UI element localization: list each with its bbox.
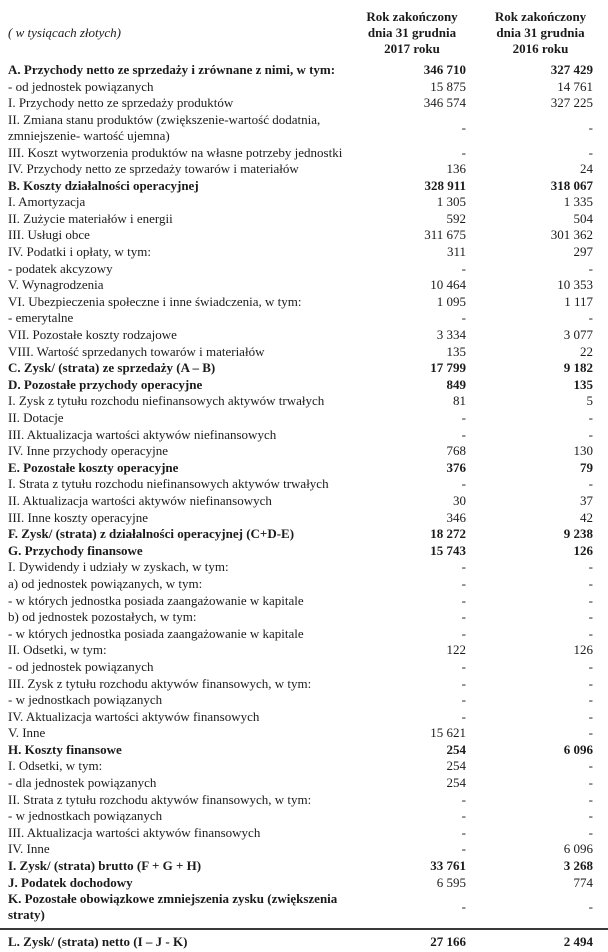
value-2017: 6 595 bbox=[436, 874, 466, 890]
row-label: - dla jednostek powiązanych bbox=[8, 775, 157, 791]
value-2017: 592 bbox=[446, 210, 466, 226]
value-2017: 311 675 bbox=[424, 227, 466, 243]
value-2016: - bbox=[588, 625, 593, 641]
table-row bbox=[0, 609, 608, 626]
table-row bbox=[0, 808, 608, 825]
row-label: II. Strata z tytułu rozchodu aktywów finansowych, w tym: bbox=[8, 791, 312, 807]
row-label: III. Koszt wytworzenia produktów na własne potrzeby jednostki bbox=[8, 144, 343, 160]
value-2016: - bbox=[588, 119, 593, 135]
value-2016: - bbox=[588, 758, 593, 774]
value-2017: 311 bbox=[446, 244, 466, 260]
value-2016: 318 067 bbox=[550, 177, 593, 193]
value-2017: 346 574 bbox=[423, 95, 466, 111]
table-row bbox=[0, 410, 608, 427]
value-2016: - bbox=[588, 144, 593, 160]
value-2016: - bbox=[588, 575, 593, 591]
table-row bbox=[0, 112, 608, 145]
value-2016: 2 494 bbox=[563, 934, 593, 950]
value-2016: 3 268 bbox=[563, 858, 593, 874]
value-2017: - bbox=[461, 410, 466, 426]
row-label: L. Zysk/ (strata) netto (I – J - K) bbox=[8, 934, 188, 950]
value-2016: - bbox=[588, 808, 593, 824]
row-label: H. Koszty finansowe bbox=[8, 741, 122, 757]
table-row bbox=[0, 875, 608, 892]
value-2017: - bbox=[461, 791, 466, 807]
column-header-2017-line1: Rok zakończony bbox=[366, 9, 458, 24]
table-row bbox=[0, 161, 608, 178]
value-2017: - bbox=[461, 575, 466, 591]
table-row bbox=[0, 692, 608, 709]
table-row bbox=[0, 211, 608, 228]
table-row bbox=[0, 675, 608, 692]
row-label: V. Wynagrodzenia bbox=[8, 277, 104, 293]
value-2017: 254 bbox=[446, 741, 466, 757]
table-row bbox=[0, 858, 608, 875]
row-label: IV. Aktualizacja wartości aktywów finansowych bbox=[8, 708, 260, 724]
row-label: - podatek akcyzowy bbox=[8, 260, 113, 276]
value-2017: 27 166 bbox=[430, 934, 466, 950]
value-2016: 1 335 bbox=[563, 194, 593, 210]
value-2016: - bbox=[588, 775, 593, 791]
row-label: II. Aktualizacja wartości aktywów niefinansowych bbox=[8, 492, 272, 508]
row-label: III. Inne koszty operacyjne bbox=[8, 509, 149, 525]
row-label: III. Usługi obce bbox=[8, 227, 90, 243]
value-2017: - bbox=[461, 119, 466, 135]
column-header-2017 bbox=[358, 9, 466, 57]
value-2017: 10 464 bbox=[430, 277, 466, 293]
value-2016: 297 bbox=[573, 244, 593, 260]
row-label: - emerytalne bbox=[8, 310, 74, 326]
row-label: I. Dywidendy i udziały w zyskach, w tym: bbox=[8, 559, 229, 575]
value-2016: - bbox=[588, 824, 593, 840]
table-row bbox=[0, 725, 608, 742]
table-row bbox=[0, 476, 608, 493]
value-2016: 126 bbox=[573, 542, 593, 558]
value-2016: - bbox=[588, 410, 593, 426]
table-row bbox=[0, 360, 608, 377]
table-row bbox=[0, 559, 608, 576]
value-2017: 136 bbox=[446, 161, 466, 177]
table-row bbox=[0, 178, 608, 195]
table-row bbox=[0, 509, 608, 526]
value-2017: 81 bbox=[453, 393, 466, 409]
row-label: D. Pozostałe przychody operacyjne bbox=[8, 376, 203, 392]
table-row bbox=[0, 825, 608, 842]
value-2017: - bbox=[461, 260, 466, 276]
table-row bbox=[0, 642, 608, 659]
row-label: VII. Pozostałe koszty rodzajowe bbox=[8, 327, 177, 343]
value-2017: - bbox=[461, 476, 466, 492]
value-2016: 301 362 bbox=[550, 227, 593, 243]
table-row bbox=[0, 310, 608, 327]
table-row bbox=[0, 95, 608, 112]
value-2016: 14 761 bbox=[557, 78, 593, 94]
row-label: II. Zużycie materiałów i energii bbox=[8, 210, 173, 226]
row-label: I. Odsetki, w tym: bbox=[8, 758, 103, 774]
value-2017: - bbox=[461, 609, 466, 625]
value-2017: 33 761 bbox=[430, 858, 466, 874]
value-2017: - bbox=[461, 592, 466, 608]
value-2016: - bbox=[588, 899, 593, 915]
value-2017: 346 bbox=[446, 509, 466, 525]
value-2016: - bbox=[588, 675, 593, 691]
value-2016: - bbox=[588, 725, 593, 741]
table-row bbox=[0, 543, 608, 560]
value-2016: - bbox=[588, 260, 593, 276]
value-2016: 504 bbox=[573, 210, 593, 226]
value-2017: 15 875 bbox=[430, 78, 466, 94]
table-row bbox=[0, 327, 608, 344]
value-2017: - bbox=[461, 658, 466, 674]
table-row bbox=[0, 709, 608, 726]
table-row bbox=[0, 426, 608, 443]
table-header bbox=[0, 9, 608, 62]
table-row bbox=[0, 775, 608, 792]
row-label: - od jednostek powiązanych bbox=[8, 658, 154, 674]
value-2017: 346 710 bbox=[423, 62, 466, 78]
row-label: - w których jednostka posiada zaangażowanie w kapitale bbox=[8, 592, 304, 608]
value-2017: 17 799 bbox=[430, 360, 466, 376]
value-2017: - bbox=[461, 899, 466, 915]
value-2017: 3 334 bbox=[436, 327, 466, 343]
value-2016: 126 bbox=[573, 642, 593, 658]
row-label: b) od jednostek pozostałych, w tym: bbox=[8, 609, 197, 625]
value-2016: 327 225 bbox=[550, 95, 593, 111]
table-row bbox=[0, 742, 608, 759]
row-label: IV. Podatki i opłaty, w tym: bbox=[8, 244, 151, 260]
row-label: II. Dotacje bbox=[8, 410, 64, 426]
row-label: III. Aktualizacja wartości aktywów niefinansowych bbox=[8, 426, 277, 442]
table-row bbox=[0, 344, 608, 361]
value-2016: - bbox=[588, 791, 593, 807]
table-row bbox=[0, 758, 608, 775]
value-2017: 376 bbox=[446, 459, 466, 475]
value-2016: - bbox=[588, 310, 593, 326]
row-label: E. Pozostałe koszty operacyjne bbox=[8, 459, 179, 475]
value-2016: - bbox=[588, 476, 593, 492]
value-2017: 254 bbox=[446, 775, 466, 791]
row-label: IV. Inne bbox=[8, 841, 50, 857]
row-label: II. Odsetki, w tym: bbox=[8, 642, 107, 658]
table-row bbox=[0, 460, 608, 477]
value-2016: 135 bbox=[573, 376, 593, 392]
row-label: II. Zmiana stanu produktów (zwiększenie-wartość dodatnia, zmniejszenie- wartość ujemna) bbox=[8, 111, 321, 144]
value-2017: 15 621 bbox=[430, 725, 466, 741]
row-label: I. Zysk/ (strata) brutto (F + G + H) bbox=[8, 858, 202, 874]
row-label: A. Przychody netto ze sprzedaży i zrównane z nimi, w tym: bbox=[8, 62, 336, 78]
value-2017: - bbox=[461, 310, 466, 326]
row-label: VI. Ubezpieczenia społeczne i inne świadczenia, w tym: bbox=[8, 293, 302, 309]
value-2016: 6 096 bbox=[563, 741, 593, 757]
value-2016: 79 bbox=[580, 459, 593, 475]
value-2016: 22 bbox=[580, 343, 593, 359]
row-label: - w jednostkach powiązanych bbox=[8, 692, 163, 708]
row-label: VIII. Wartość sprzedanych towarów i materiałów bbox=[8, 343, 265, 359]
value-2016: 9 238 bbox=[563, 526, 593, 542]
value-2016: - bbox=[588, 692, 593, 708]
value-2017: 1 095 bbox=[436, 293, 466, 309]
column-header-2016-line3: 2016 roku bbox=[512, 41, 569, 56]
value-2016: 327 429 bbox=[550, 62, 593, 78]
table-row bbox=[0, 841, 608, 858]
value-2016: 6 096 bbox=[563, 841, 593, 857]
table-row bbox=[0, 377, 608, 394]
row-label: - w jednostkach powiązanych bbox=[8, 808, 163, 824]
value-2017: - bbox=[461, 841, 466, 857]
row-label: I. Zysk z tytułu rozchodu niefinansowych aktywów trwałych bbox=[8, 393, 325, 409]
table-row bbox=[0, 493, 608, 510]
value-2017: - bbox=[461, 625, 466, 641]
value-2017: 768 bbox=[446, 443, 466, 459]
value-2016: 5 bbox=[586, 393, 593, 409]
table-row bbox=[0, 227, 608, 244]
row-label: I. Przychody netto ze sprzedaży produktów bbox=[8, 95, 234, 111]
table-row bbox=[0, 277, 608, 294]
table-row bbox=[0, 626, 608, 643]
row-label: III. Zysk z tytułu rozchodu aktywów finansowych, w tym: bbox=[8, 675, 312, 691]
value-2017: 122 bbox=[446, 642, 466, 658]
value-2016: - bbox=[588, 609, 593, 625]
column-header-2017-line3: 2017 roku bbox=[384, 41, 440, 56]
value-2016: 9 182 bbox=[563, 360, 593, 376]
value-2016: - bbox=[588, 426, 593, 442]
value-2017: - bbox=[461, 692, 466, 708]
row-label: F. Zysk/ (strata) z działalności operacyjnej (C+D-E) bbox=[8, 526, 295, 542]
value-2016: - bbox=[588, 708, 593, 724]
row-label: - od jednostek powiązanych bbox=[8, 78, 154, 94]
row-label: G. Przychody finansowe bbox=[8, 542, 143, 558]
row-label: I. Strata z tytułu rozchodu niefinansowych aktywów trwałych bbox=[8, 476, 329, 492]
row-label: III. Aktualizacja wartości aktywów finansowych bbox=[8, 824, 261, 840]
table-row bbox=[0, 144, 608, 161]
table-row bbox=[0, 792, 608, 809]
value-2017: 254 bbox=[446, 758, 466, 774]
column-header-2016-line1: Rok zakończony bbox=[494, 9, 587, 24]
table-row bbox=[0, 194, 608, 211]
row-label: C. Zysk/ (strata) ze sprzedaży (A – B) bbox=[8, 360, 216, 376]
table-row bbox=[0, 62, 608, 79]
row-label: V. Inne bbox=[8, 725, 46, 741]
table-row bbox=[0, 576, 608, 593]
income-statement-rows bbox=[0, 62, 608, 952]
table-row bbox=[0, 79, 608, 96]
value-2016: 24 bbox=[580, 161, 593, 177]
row-label: - w których jednostka posiada zaangażowanie w kapitale bbox=[8, 625, 304, 641]
value-2016: 1 117 bbox=[564, 293, 593, 309]
value-2017: 135 bbox=[446, 343, 466, 359]
value-2017: - bbox=[461, 808, 466, 824]
currency-unit-note: ( w tysiącach złotych) bbox=[8, 25, 121, 40]
value-2017: - bbox=[461, 708, 466, 724]
value-2016: 3 077 bbox=[563, 327, 593, 343]
value-2017: - bbox=[461, 824, 466, 840]
column-header-2016-line2: dnia 31 grudnia bbox=[496, 25, 585, 40]
value-2016: - bbox=[588, 592, 593, 608]
table-row bbox=[0, 592, 608, 609]
table-row bbox=[0, 294, 608, 311]
value-2017: - bbox=[461, 675, 466, 691]
value-2016: 10 353 bbox=[557, 277, 593, 293]
row-label: K. Pozostałe obowiązkowe zmniejszenia zysku (zwiększenia straty) bbox=[8, 891, 338, 923]
table-row bbox=[0, 659, 608, 676]
table-row bbox=[0, 891, 608, 924]
row-label: a) od jednostek powiązanych, w tym: bbox=[8, 575, 203, 591]
row-label: J. Podatek dochodowy bbox=[8, 874, 133, 890]
value-2017: 30 bbox=[453, 492, 466, 508]
table-row bbox=[0, 261, 608, 278]
row-label: IV. Przychody netto ze sprzedaży towarów i materiałów bbox=[8, 161, 299, 177]
row-label: I. Amortyzacja bbox=[8, 194, 86, 210]
value-2017: 1 305 bbox=[436, 194, 466, 210]
value-2016: - bbox=[588, 559, 593, 575]
column-header-2016 bbox=[466, 9, 593, 57]
value-2016: - bbox=[588, 658, 593, 674]
value-2016: 37 bbox=[580, 492, 593, 508]
value-2016: 130 bbox=[573, 443, 593, 459]
value-2016: 774 bbox=[573, 874, 593, 890]
value-2017: - bbox=[461, 559, 466, 575]
table-row bbox=[0, 244, 608, 261]
value-2017: - bbox=[461, 426, 466, 442]
value-2017: 18 272 bbox=[430, 526, 466, 542]
row-label: IV. Inne przychody operacyjne bbox=[8, 443, 169, 459]
value-2017: - bbox=[461, 144, 466, 160]
column-header-2017-line2: dnia 31 grudnia bbox=[367, 25, 457, 40]
table-row bbox=[0, 443, 608, 460]
value-2017: 849 bbox=[446, 376, 466, 392]
table-row bbox=[0, 393, 608, 410]
table-row bbox=[0, 526, 608, 543]
row-label: B. Koszty działalności operacyjnej bbox=[8, 177, 199, 193]
value-2017: 328 911 bbox=[424, 177, 466, 193]
table-row bbox=[0, 928, 608, 952]
value-2017: 15 743 bbox=[430, 542, 466, 558]
value-2016: 42 bbox=[580, 509, 593, 525]
